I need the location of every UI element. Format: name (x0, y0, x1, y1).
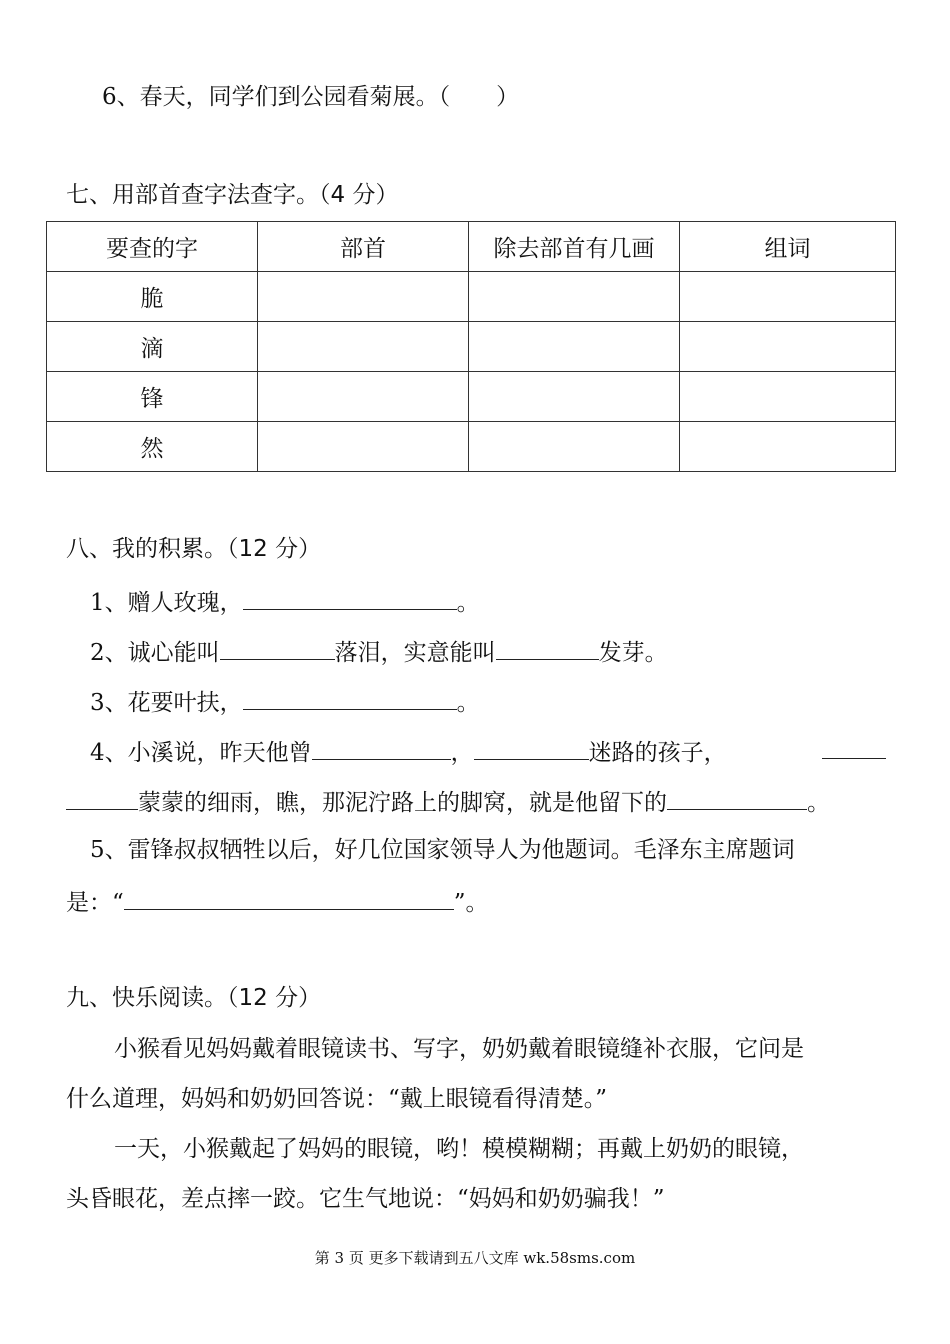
item-5-line-1: 5、雷锋叔叔牺牲以后，好几位国家领导人为他题词。毛泽东主席题词 (90, 837, 795, 863)
item-4-cont: 蒙蒙的细雨，瞧，那泥泞路上的脚窝，就是他留下的 (138, 790, 667, 816)
item-5-line-2 (66, 889, 489, 915)
item-1-end: 。 (456, 590, 480, 616)
answer-cell[interactable] (680, 322, 896, 372)
answer-cell[interactable] (469, 372, 680, 422)
table-row (47, 322, 896, 372)
item-5-text: 是：“ (66, 890, 124, 916)
table-row (47, 272, 896, 322)
header-words: 组词 (680, 222, 896, 272)
table-row (47, 422, 896, 472)
fill-blank[interactable] (312, 739, 451, 760)
item-4-text: 4、小溪说，昨天他曾 (90, 740, 312, 766)
item-2-mid: 落泪，实意能叫 (334, 640, 496, 666)
item-3-text: 3、花要叶扶， (90, 690, 243, 716)
radical-lookup-table (46, 221, 896, 472)
answer-cell[interactable] (469, 422, 680, 472)
fill-blank[interactable] (66, 789, 138, 810)
header-char: 要查的字 (47, 222, 258, 272)
answer-cell[interactable] (258, 372, 469, 422)
fill-blank[interactable] (220, 639, 335, 660)
table-header-row (47, 222, 896, 272)
section-7-title: 七、用部首查字法查字。（4 分） (66, 182, 399, 208)
answer-cell[interactable] (680, 422, 896, 472)
item-4-comma: ， (450, 740, 474, 766)
answer-cell[interactable] (680, 272, 896, 322)
answer-cell[interactable] (258, 422, 469, 472)
fill-blank[interactable] (243, 589, 457, 610)
answer-cell[interactable] (258, 272, 469, 322)
question-6: 6、春天，同学们到公园看菊展。（ ） (102, 84, 520, 110)
char-cell: 锋 (47, 372, 258, 422)
item-2-end: 发芽。 (598, 640, 668, 666)
fill-blank[interactable] (822, 758, 886, 759)
table-row (47, 372, 896, 422)
passage-p2-line-1: 一天，小猴戴起了妈妈的眼镜，哟！模模糊糊；再戴上奶奶的眼镜， (114, 1136, 804, 1162)
section-8-title: 八、我的积累。（12 分） (66, 536, 322, 562)
passage-p1-line-1: 小猴看见妈妈戴着眼镜读书、写字，奶奶戴着眼镜缝补衣服，它问是 (114, 1036, 804, 1062)
item-2 (90, 639, 668, 665)
header-radical: 部首 (258, 222, 469, 272)
fill-blank[interactable] (667, 789, 807, 810)
page-footer: 第 3 页 更多下载请到五八文库 wk.58sms.com (314, 1249, 636, 1267)
passage-p1-line-2: 什么道理，妈妈和奶奶回答说：“戴上眼镜看得清楚。” (66, 1086, 608, 1112)
item-2-text: 2、诚心能叫 (90, 640, 220, 666)
item-4 (90, 739, 727, 765)
answer-cell[interactable] (680, 372, 896, 422)
section-9-title: 九、快乐阅读。（12 分） (66, 985, 322, 1011)
answer-cell[interactable] (469, 272, 680, 322)
char-cell: 滴 (47, 322, 258, 372)
item-3-end: 。 (456, 690, 480, 716)
char-cell: 脆 (47, 272, 258, 322)
fill-blank[interactable] (243, 689, 457, 710)
item-1-text: 1、赠人玫瑰， (90, 590, 243, 616)
item-4-end: 。 (807, 790, 830, 816)
header-strokes: 除去部首有几画 (469, 222, 680, 272)
char-cell: 然 (47, 422, 258, 472)
fill-blank[interactable] (124, 889, 454, 910)
item-4-continued (66, 789, 830, 815)
fill-blank[interactable] (496, 639, 599, 660)
item-5-end: ”。 (453, 890, 489, 916)
fill-blank[interactable] (474, 739, 589, 760)
passage-p2-line-2: 头昏眼花，差点摔一跤。它生气地说：“妈妈和奶奶骗我！” (66, 1186, 665, 1212)
answer-cell[interactable] (258, 322, 469, 372)
item-3 (90, 689, 480, 715)
item-1 (90, 589, 480, 615)
answer-cell[interactable] (469, 322, 680, 372)
item-4-mid: 迷路的孩子， (588, 740, 727, 766)
